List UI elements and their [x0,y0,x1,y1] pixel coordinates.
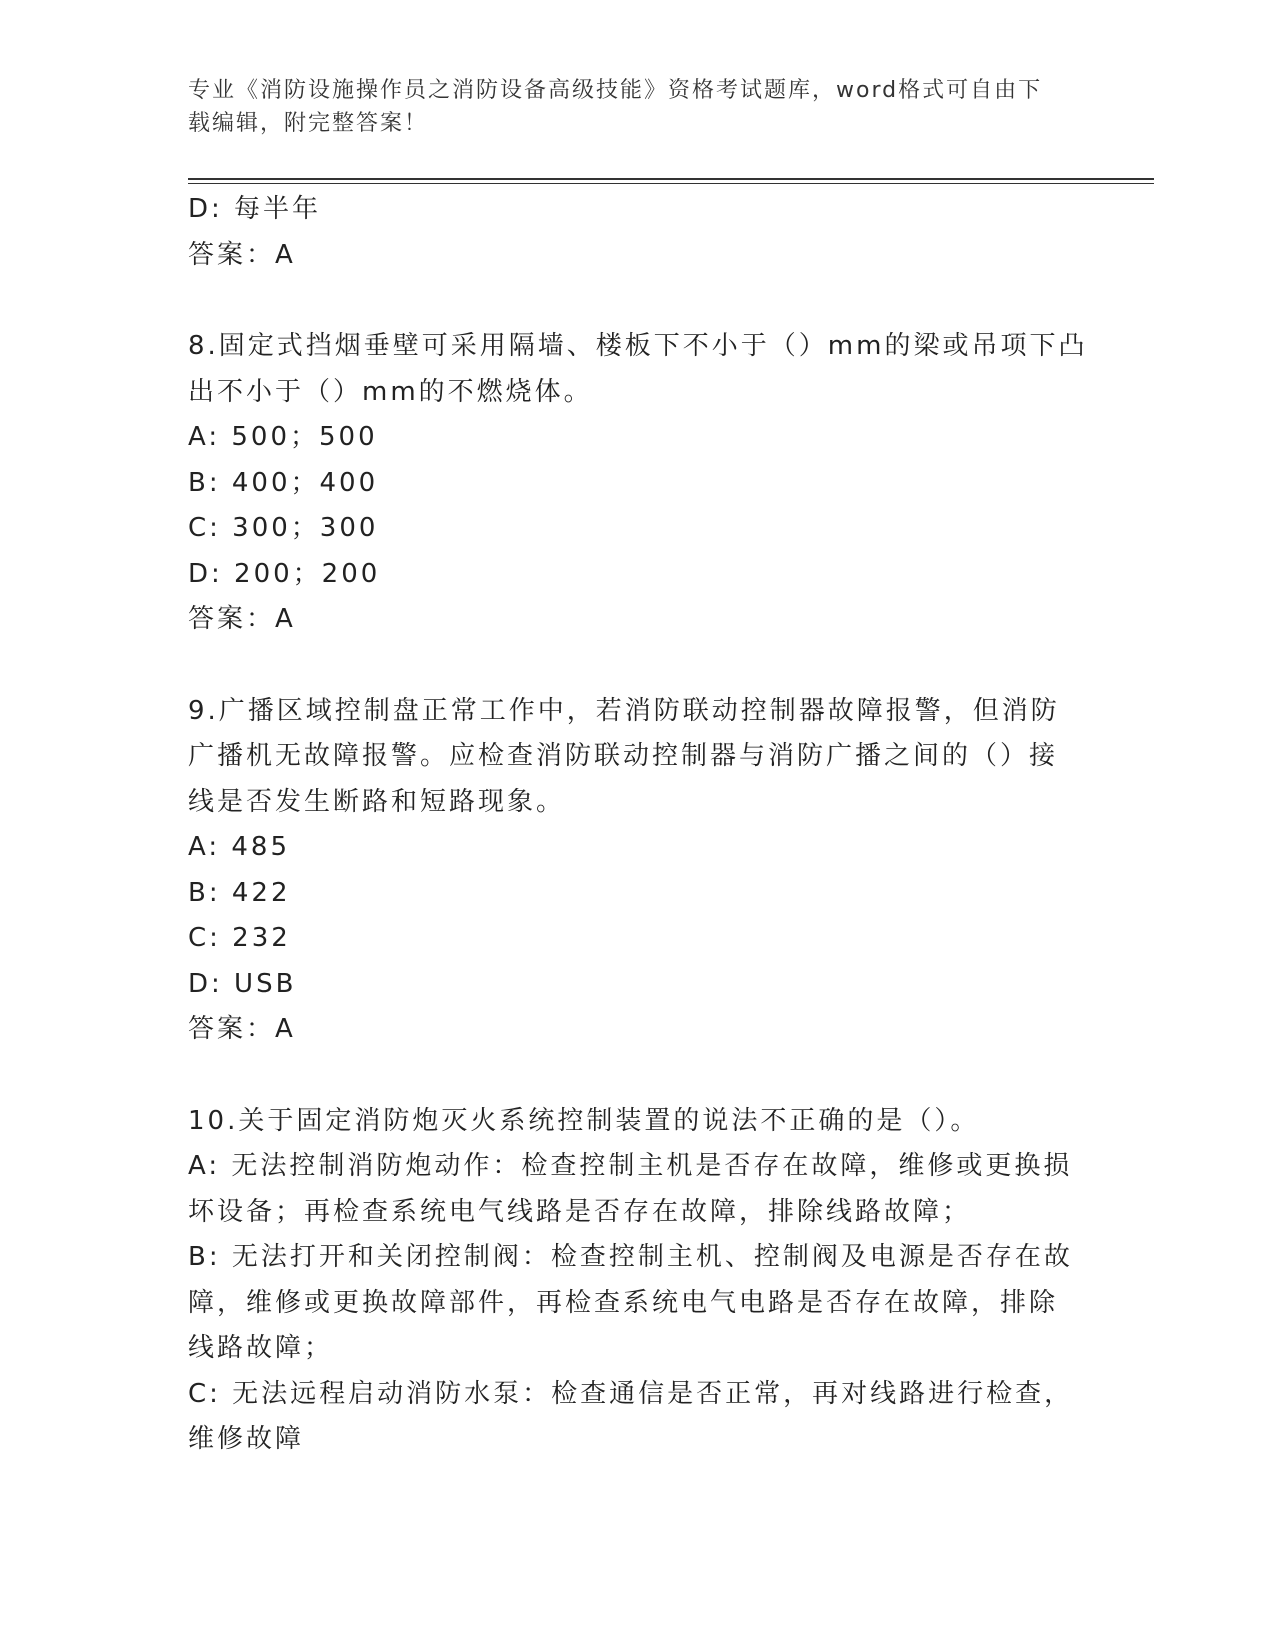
q10-option-c-line-2: 维修故障 [188,1424,305,1454]
q8-option-a: A: 500；500 [188,422,378,452]
q8-option-b: B: 400；400 [188,467,379,498]
q9-option-a: A: 485 [188,832,290,862]
header-rule-thick [188,178,1154,180]
q10-option-a-line-2: 坏设备；再检查系统电气线路是否存在故障，排除线路故障； [188,1196,972,1227]
q8-option-c: C: 300；300 [188,513,379,543]
q9-stem-line-3: 线是否发生断路和短路现象。 [188,786,566,817]
question-9 [188,689,1088,1053]
spacer [188,278,1088,324]
q9-stem-line-2: 广播机无故障报警。应检查消防联动控制器与消防广播之间的（）接 [188,741,1059,771]
q9-option-b: B: 422 [188,877,291,908]
q8-stem-line-2: 出不小于（）mm的不燃烧体。 [188,376,593,407]
q10-stem-line-1: 10.关于固定消防炮灭火系统控制装置的说法不正确的是（）。 [188,1105,980,1136]
q9-option-d: D: USB [188,968,297,999]
question-10 [188,1099,1088,1463]
prev-option-d: D: 每半年 [188,194,322,224]
q8-answer: 答案：A [188,604,296,634]
q10-option-a-line-1: A: 无法控制消防炮动作：检查控制主机是否存在故障，维修或更换损 [188,1151,1073,1181]
q8-stem-line-1: 8.固定式挡烟垂壁可采用隔墙、楼板下不小于（）mm的梁或吊项下凸 [188,331,1088,361]
q9-stem-line-1: 9.广播区域控制盘正常工作中，若消防联动控制器故障报警，但消防 [188,695,1060,726]
question-8 [188,324,1088,643]
q9-answer: 答案：A [188,1014,296,1044]
header-line-2: 载编辑，附完整答案！ [188,111,429,136]
question-list [188,187,1088,1463]
q8-option-d: D: 200；200 [188,558,381,589]
q9-option-c: C: 232 [188,923,291,953]
page-header [188,74,1068,140]
q10-option-c-line-1: C: 无法远程启动消防水泵：检查通信是否正常，再对线路进行检查， [188,1378,1074,1409]
header-line-1: 专业《消防设施操作员之消防设备高级技能》资格考试题库，word格式可自由下 [188,78,1043,103]
q10-option-b-line-2: 障，维修或更换故障部件，再检查系统电气电路是否存在故障，排除 [188,1287,1059,1318]
header-rule-thin [188,183,1154,184]
spacer [188,1053,1088,1099]
q10-option-b-line-1: B: 无法打开和关闭控制阀：检查控制主机、控制阀及电源是否存在故 [188,1242,1073,1272]
q10-option-b-line-3: 线路故障； [188,1333,334,1363]
prev-answer: 答案：A [188,239,296,270]
spacer [188,643,1088,689]
